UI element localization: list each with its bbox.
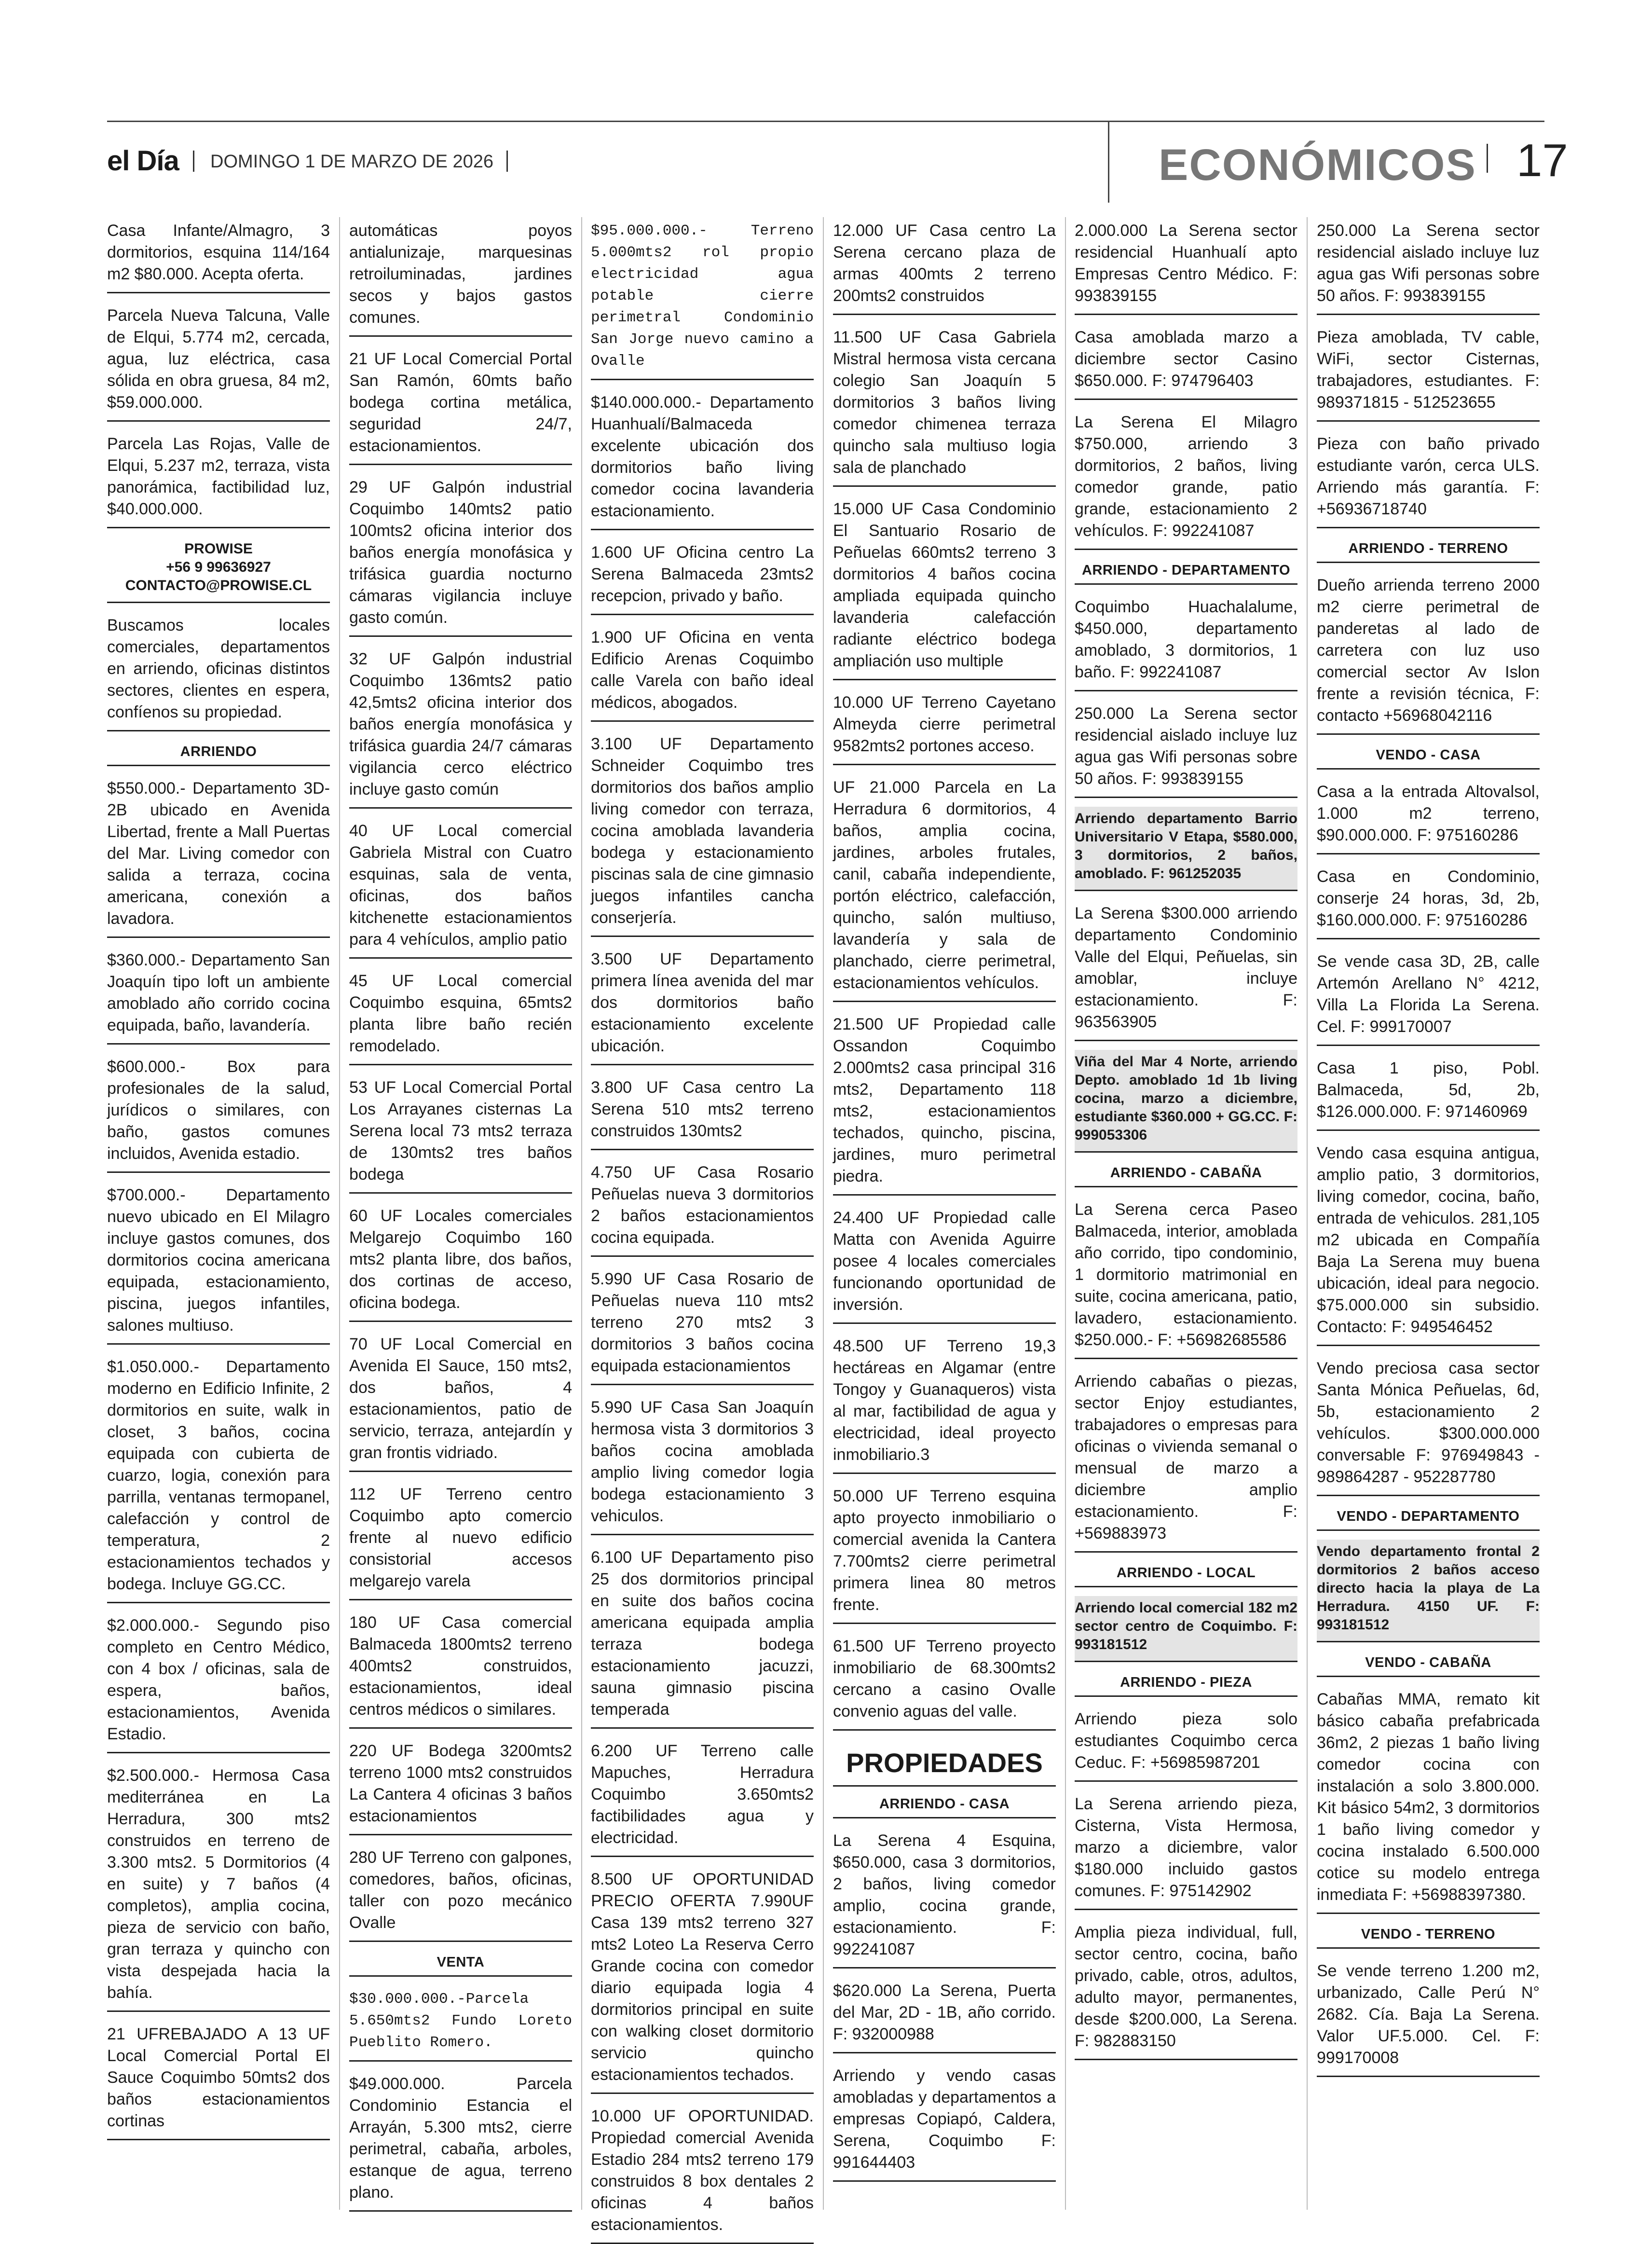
classified-ad: Arriendo pieza solo estudiantes Coquimbo cerca Ceduc. F: +56985987201 [1075,1706,1297,1782]
classified-ad: $95.000.000.- Terreno 5.000mts2 rol propio electricidad agua potable cierre perimetral Condominio San Jorge nuevo camino a Ovalle [591,217,814,380]
column-divider [339,217,340,2210]
category-heading: ARRIENDO [107,740,330,766]
column-6 [1317,217,1544,2210]
classified-ad: 2.000.000 La Serena sector residencial Huanhualí apto Empresas Centro Médico. F: 993839155 [1075,217,1297,315]
section-heading: PROPIEDADES [833,1739,1056,1787]
column-divider [823,217,824,2210]
classified-ad: 24.400 UF Propiedad calle Matta con Avenida Aguirre posee 4 locales comerciales funcionando oportunidad de inversión. [833,1204,1056,1324]
classified-ad: Casa 1 piso, Pobl. Balmaceda, 5d, 2b, $126.000.000. F: 971460969 [1317,1055,1540,1131]
classified-ad: 3.500 UF Departamento primera línea avenida del mar dos dormitorios baño estacionamiento excelente ubicación. [591,946,814,1065]
classified-ad: Viña del Mar 4 Norte, arriendo Depto. amoblado 1d 1b living cocina, marzo a diciembre, estudiante $360.000 + GG.CC. F: 999053306 [1075,1050,1297,1153]
classified-ad: Vendo casa esquina antigua, amplio patio, 3 dormitorios, living comedor, cocina, baño, entrada de vehiculos. 281,105 m2 ubicada en Compañía Baja La Serena muy buena ubicación, ideal para negocio. $75.000.000 sin subsidio. Contacto: F: 949546452 [1317,1140,1540,1346]
classified-ad: Vendo preciosa casa sector Santa Mónica Peñuelas, 6d, 5b, estacionamiento 2 vehículos. $300.000.000 conversable F: 976949843 - 989864287 - 952287780 [1317,1355,1540,1496]
classified-ad: La Serena 4 Esquina, $650.000, casa 3 dormitorios, 2 baños, living comedor amplio, cocina grande, estacionamiento. F: 992241087 [833,1827,1056,1969]
page-number: 17 [1516,135,1568,186]
classified-ad: Casa en Condominio, conserje 24 horas, 3d, 2b, $160.000.000. F: 975160286 [1317,863,1540,939]
category-heading: ARRIENDO - CABAÑA [1075,1161,1297,1187]
classified-ad: Pieza con baño privado estudiante varón, cerca ULS. Arriendo más garantía. F: +56936718740 [1317,430,1540,528]
classified-ad: Amplia pieza individual, full, sector centro, cocina, baño privado, cable, otros, adultos, adulto mayor, permanentes, desde $200.000, La Serena. F: 982883150 [1075,1919,1297,2060]
classified-ad: 21 UFREBAJADO A 13 UF Local Comercial Portal El Sauce Coquimbo 50mts2 dos baños estacionamientos cortinas [107,2021,330,2140]
classified-ad: UF 21.000 Parcela en La Herradura 6 dormitorios, 4 baños, amplia cocina, jardines, arboles frutales, canil, cabaña independiente, portón eléctrico, calefacción, quincho, salón multiuso, lavandería y sala de planchado, cierre perimetral, estacionamientos vehículos. [833,774,1056,1002]
classified-ad: Casa Infante/Almagro, 3 dormitorios, esquina 114/164 m2 $80.000. Acepta oferta. [107,217,330,293]
classified-ad: Arriendo local comercial 182 m2 sector centro de Coquimbo. F: 993181512 [1075,1596,1297,1662]
header-separator [1487,144,1488,173]
classified-ad: 70 UF Local Comercial en Avenida El Sauce, 150 mts2, dos baños, 4 estacionamientos, patio de servicio, terraza, antejardín y gran frontis vidriado. [349,1331,572,1472]
classified-ad: 3.100 UF Departamento Schneider Coquimbo tres dormitorios dos baños amplio living comedor con terraza, cocina amoblada lavanderia bodega y estacionamiento piscinas sala de cine gimnasio juegos infantiles cancha conserjería. [591,730,814,937]
category-heading: ARRIENDO - CASA [833,1792,1056,1818]
classified-ad: $550.000.- Departamento 3D-2B ubicado en Avenida Libertad, frente a Mall Puertas del Mar. Living comedor con salida a terraza, cocina americana, conexión a lavadora. [107,775,330,938]
classified-ad: 5.990 UF Casa Rosario de Peñuelas nueva 110 mts2 terreno 270 mts2 3 dormitorios 3 baños cocina equipada estacionamientos [591,1266,814,1385]
classified-ad: Dueño arrienda terreno 2000 m2 cierre perimetral de panderetas al lado de carretera con luz uso comercial sector Av Islon frente a revisión técnica, F: contacto +56968042116 [1317,572,1540,735]
header-separator [193,151,194,172]
category-heading: ARRIENDO - PIEZA [1075,1671,1297,1697]
classified-ad: 32 UF Galpón industrial Coquimbo 136mts2 patio 42,5mts2 oficina interior dos baños energía monofásica y trifásica guardia 24/7 cámaras vigilancia cerco eléctrico incluye gasto común [349,646,572,809]
classified-ad: 10.000 UF OPORTUNIDAD. Propiedad comercial Avenida Estadio 284 mts2 terreno 179 construidos 8 box dentales 2 oficinas 4 baños estacionamientos. [591,2103,814,2244]
classified-ad: 180 UF Casa comercial Balmaceda 1800mts2 terreno 400mts2 construidos, estacionamientos, ideal centros médicos o similares. [349,1609,572,1729]
category-heading: ARRIENDO - DEPARTAMENTO [1075,559,1297,585]
column-3 [591,217,823,2234]
classified-ad: 15.000 UF Casa Condominio El Santuario Rosario de Peñuelas 660mts2 terreno 3 dormitorios 4 baños cocina ampliada equipada quincho lavanderia calefacción radiante eléctrico bodega ampliación uso multiple [833,496,1056,680]
classified-ad: Arriendo cabañas o piezas, sector Enjoy estudiantes, trabajadores o empresas para oficinas o vivienda semanal o mensual de marzo a diciembre amplio estacionamiento. F: +569883973 [1075,1368,1297,1553]
classified-ad: Coquimbo Huachalalume, $450.000, departamento amoblado, 3 dormitorios, 1 baño. F: 992241087 [1075,593,1297,691]
classified-ad: 60 UF Locales comerciales Melgarejo Coquimbo 160 mts2 planta libre, dos baños, dos cortinas de acceso, oficina bodega. [349,1202,572,1322]
classified-ad: $49.000.000. Parcela Condominio Estancia el Arrayán, 5.300 mts2, cierre perimetral, cabaña, arboles, estanque de agua, terreno plano. [349,2070,572,2212]
section-title: ECONÓMICOS [1159,140,1476,190]
classified-ad: $2.500.000.- Hermosa Casa mediterránea en La Herradura, 300 mts2 construidos en terreno de 3.300 mts2. 5 Dormitorios (4 en suite) y 7 baños (4 completos), amplia cocina, pieza de servicio con baño, gran terraza y quincho con vista despejada hacia la bahía. [107,1762,330,2012]
classified-ad: Parcela Las Rojas, Valle de Elqui, 5.237 m2, terraza, vista panorámica, factibilidad luz, $40.000.000. [107,430,330,528]
classified-ad: $620.000 La Serena, Puerta del Mar, 2D - 1B, año corrido. F: 932000988 [833,1977,1056,2053]
column-5 [1075,217,1302,2210]
column-1 [107,217,335,2210]
classified-ad: Pieza amoblada, TV cable, WiFi, sector Cisternas, trabajadores, estudiantes. F: 989371815 - 512523655 [1317,324,1540,422]
classified-ad: 220 UF Bodega 3200mts2 terreno 1000 mts2 construidos La Cantera 4 oficinas 3 baños estacionamientos [349,1737,572,1835]
classified-ad: Se vende terreno 1.200 m2, urbanizado, Calle Perú N° 2682. Cía. Baja La Serena. Valor UF.5.000. Cel. F: 999170008 [1317,1957,1540,2077]
classified-ad: Casa amoblada marzo a diciembre sector Casino $650.000. F: 974796403 [1075,324,1297,400]
classified-ad: Parcela Nueva Talcuna, Valle de Elqui, 5.774 m2, cercada, agua, luz eléctrica, casa sólida en obra gruesa, 84 m2, $59.000.000. [107,302,330,422]
classified-ad: 40 UF Local comercial Gabriela Mistral con Cuatro esquinas, sala de venta, oficinas, dos baños kitchenette estacionamientos para 4 vehículos, amplio patio [349,817,572,959]
column-divider [1307,217,1308,2210]
category-heading: VENDO - CASA [1317,743,1540,770]
classified-ad: 21.500 UF Propiedad calle Ossandon Coquimbo 2.000mts2 casa principal 316 mts2, Departamento 118 mts2, estacionamientos techados, quincho, piscina, jardines, muro perimetral piedra. [833,1011,1056,1196]
classified-ad: Arriendo departamento Barrio Universitario V Etapa, $580.000, 3 dormitorios, 2 baños, amoblado. F: 961252035 [1075,807,1297,891]
classified-ad: 250.000 La Serena sector residencial aislado incluye luz agua gas Wifi personas sobre 50 años. F: 993839155 [1075,700,1297,798]
classifieds-columns [107,217,1544,2234]
classified-ad: 280 UF Terreno con galpones, comedores, baños, oficinas, taller con pozo mecánico Ovalle [349,1844,572,1942]
category-heading: ARRIENDO - TERRENO [1317,537,1540,563]
classified-ad: 4.750 UF Casa Rosario Peñuelas nueva 3 dormitorios 2 baños estacionamientos cocina equipada. [591,1159,814,1257]
classified-ad: 1.600 UF Oficina centro La Serena Balmaceda 23mts2 recepcion, privado y baño. [591,539,814,615]
classified-ad: 12.000 UF Casa centro La Serena cercano plaza de armas 400mts 2 terreno 200mts2 construidos [833,217,1056,315]
classified-ad: 112 UF Terreno centro Coquimbo apto comercio frente al nuevo edificio consistorial accesos melgarejo varela [349,1481,572,1600]
classified-ad: $1.050.000.- Departamento moderno en Edificio Infinite, 2 dormitorios en suite, walk in closet, 3 baños, cocina equipada con cubierta de cuarzo, logia, conexión para parrilla, ventanas termopanel, calefacción y control de temperatura, 2 estacionamientos techados y bodega. Incluye GG.CC. [107,1353,330,1603]
classified-ad: 250.000 La Serena sector residencial aislado incluye luz agua gas Wifi personas sobre 50 años. F: 993839155 [1317,217,1540,315]
category-heading: ARRIENDO - LOCAL [1075,1561,1297,1587]
classified-ad: $140.000.000.- Departamento Huanhualí/Balmaceda excelente ubicación dos dormitorios baño living comedor cocina lavanderia estacionamiento. [591,389,814,530]
classified-ad: Buscamos locales comerciales, departamentos en arriendo, oficinas distintos sectores, clientes en espera, confíenos su propiedad. [107,612,330,731]
classified-ad: Se vende casa 3D, 2B, calle Artemón Arellano N° 4212, Villa La Florida La Serena. Cel. F: 999170007 [1317,948,1540,1046]
classified-ad: La Serena $300.000 arriendo departamento Condominio Valle del Elqui, Peñuelas, sin amoblar, incluye estacionamiento. F: 963563905 [1075,900,1297,1041]
header-top-rule [107,121,1544,122]
classified-ad: automáticas poyos antialunizaje, marquesinas retroiluminadas, jardines secos y bajos gastos comunes. [349,217,572,337]
classified-ad: 8.500 UF OPORTUNIDAD PRECIO OFERTA 7.990UF Casa 139 mts2 terreno 327 mts2 Loteo La Reserva Cerro Grande cocina con comedor diario equipada logia 4 dormitorios principal en suite con walking closet dormitorio servicio quincho estacionamientos techados. [591,1866,814,2094]
classified-ad: La Serena cerca Paseo Balmaceda, interior, amoblada año corrido, tipo condominio, 1 dormitorio matrimonial en suite, cocina americana, patio, lavadero, estacionamiento. $250.000.- F: +56982685586 [1075,1196,1297,1359]
classified-ad: PROWISE +56 9 99636927 CONTACTO@PROWISE.CL [107,537,330,603]
category-heading: VENDO - DEPARTAMENTO [1317,1505,1540,1531]
issue-date: DOMINGO 1 DE MARZO DE 2026 [210,151,494,172]
classified-ad: 1.900 UF Oficina en venta Edificio Arenas Coquimbo calle Varela con baño ideal médicos, abogados. [591,624,814,722]
category-heading: VENDO - CABAÑA [1317,1651,1540,1677]
newspaper-brand: el Día [107,145,179,177]
classified-ad: $600.000.- Box para profesionales de la salud, jurídicos o similares, con baño, gastos comunes incluidos, Avenida estadio. [107,1053,330,1173]
classified-ad: 11.500 UF Casa Gabriela Mistral hermosa vista cercana colegio San Joaquín 5 dormitorios 3 baños living comedor chimenea terraza quincho sala multiuso logia sala de planchado [833,324,1056,487]
classified-ad: 5.990 UF Casa San Joaquín hermosa vista 3 dormitorios 3 baños cocina amoblada amplio living comedor logia bodega estacionamiento 3 vehiculos. [591,1394,814,1535]
classified-ad: 50.000 UF Terreno esquina apto proyecto inmobiliario o comercial avenida la Cantera 7.700mts2 cierre perimetral primera linea 80 metros frente. [833,1483,1056,1624]
classified-ad: 10.000 UF Terreno Cayetano Almeyda cierre perimetral 9582mts2 portones acceso. [833,689,1056,765]
classified-ad: $360.000.- Departamento San Joaquín tipo loft un ambiente amoblado año corrido cocina equipada, baño, lavandería. [107,947,330,1045]
classified-ad: La Serena El Milagro $750.000, arriendo 3 dormitorios, 2 baños, living comedor grande, patio grande, estacionamiento 2 vehículos. F: 992241087 [1075,409,1297,550]
page-header [107,121,1568,192]
classified-ad: Vendo departamento frontal 2 dormitorios 2 baños acceso directo hacia la playa de La Herradura. 4150 UF. F: 993181512 [1317,1540,1540,1642]
column-2 [349,217,581,2210]
classified-ad: Cabañas MMA, remato kit básico cabaña prefabricada 36m2, 2 piezas 1 baño living comedor cocina con instalación a solo 3.800.000. Kit básico 54m2, 3 dormitorios 1 baño living comedor y cocina instalado 6.500.000 cotice su modelo entrega inmediata F: +56988397380. [1317,1686,1540,1914]
column-divider [1065,217,1066,2210]
classified-ad: 53 UF Local Comercial Portal Los Arrayanes cisternas La Serena local 73 mts2 terraza de 130mts2 tres baños bodega [349,1074,572,1194]
category-heading: VENTA [349,1951,572,1977]
classified-ad: 21 UF Local Comercial Portal San Ramón, 60mts baño bodega cortina metálica, seguridad 24/7, estacionamientos. [349,345,572,465]
classified-ad: $2.000.000.- Segundo piso completo en Centro Médico, con 4 box / oficinas, sala de espera, baños, estacionamientos, Avenida Estadio. [107,1612,330,1753]
column-4 [833,217,1061,2210]
classified-ad: Arriendo y vendo casas amobladas y departamentos a empresas Copiapó, Caldera, Serena, Coquimbo F: 991644403 [833,2062,1056,2182]
classified-ad: 29 UF Galpón industrial Coquimbo 140mts2 patio 100mts2 oficina interior dos baños energía monofásica y trifásica guardia nocturno cámaras vigilancia incluye gasto común. [349,474,572,637]
column-divider [581,217,582,2210]
classified-ad: 45 UF Local comercial Coquimbo esquina, 65mts2 planta libre baño recién remodelado. [349,967,572,1065]
classified-ad: $30.000.000.-Parcela 5.650mts2 Fundo Loreto Pueblito Romero. [349,1985,572,2062]
header-vertical-rule [1108,121,1109,203]
category-heading: VENDO - TERRENO [1317,1923,1540,1949]
classified-ad: 61.500 UF Terreno proyecto inmobiliario de 68.300mts2 cercano a casino Ovalle convenio aguas del valle. [833,1633,1056,1731]
classified-ad: Casa a la entrada Altovalsol, 1.000 m2 terreno, $90.000.000. F: 975160286 [1317,778,1540,854]
header-separator [506,151,508,172]
classified-ad: 48.500 UF Terreno 19,3 hectáreas en Algamar (entre Tongoy y Guanaqueros) vista al mar, factibilidad de agua y electricidad, ideal proyecto inmobiliario.3 [833,1333,1056,1474]
classified-ad: $700.000.- Departamento nuevo ubicado en El Milagro incluye gastos comunes, dos dormitorios cocina americana equipada, estacionamiento, piscina, juegos infantiles, salones multiuso. [107,1182,330,1345]
classified-ad: La Serena arriendo pieza, Cisterna, Vista Hermosa, marzo a diciembre, valor $180.000 incluido gastos comunes. F: 975142902 [1075,1790,1297,1910]
classified-ad: 3.800 UF Casa centro La Serena 510 mts2 terreno construidos 130mts2 [591,1074,814,1150]
classified-ad: 6.200 UF Terreno calle Mapuches, Herradura Coquimbo 3.650mts2 factibilidades agua y electricidad. [591,1737,814,1857]
classified-ad: 6.100 UF Departamento piso 25 dos dormitorios principal en suite dos baños cocina americana equipada amplia terraza bodega estacionamiento jacuzzi, sauna gimnasio piscina temperada [591,1544,814,1729]
